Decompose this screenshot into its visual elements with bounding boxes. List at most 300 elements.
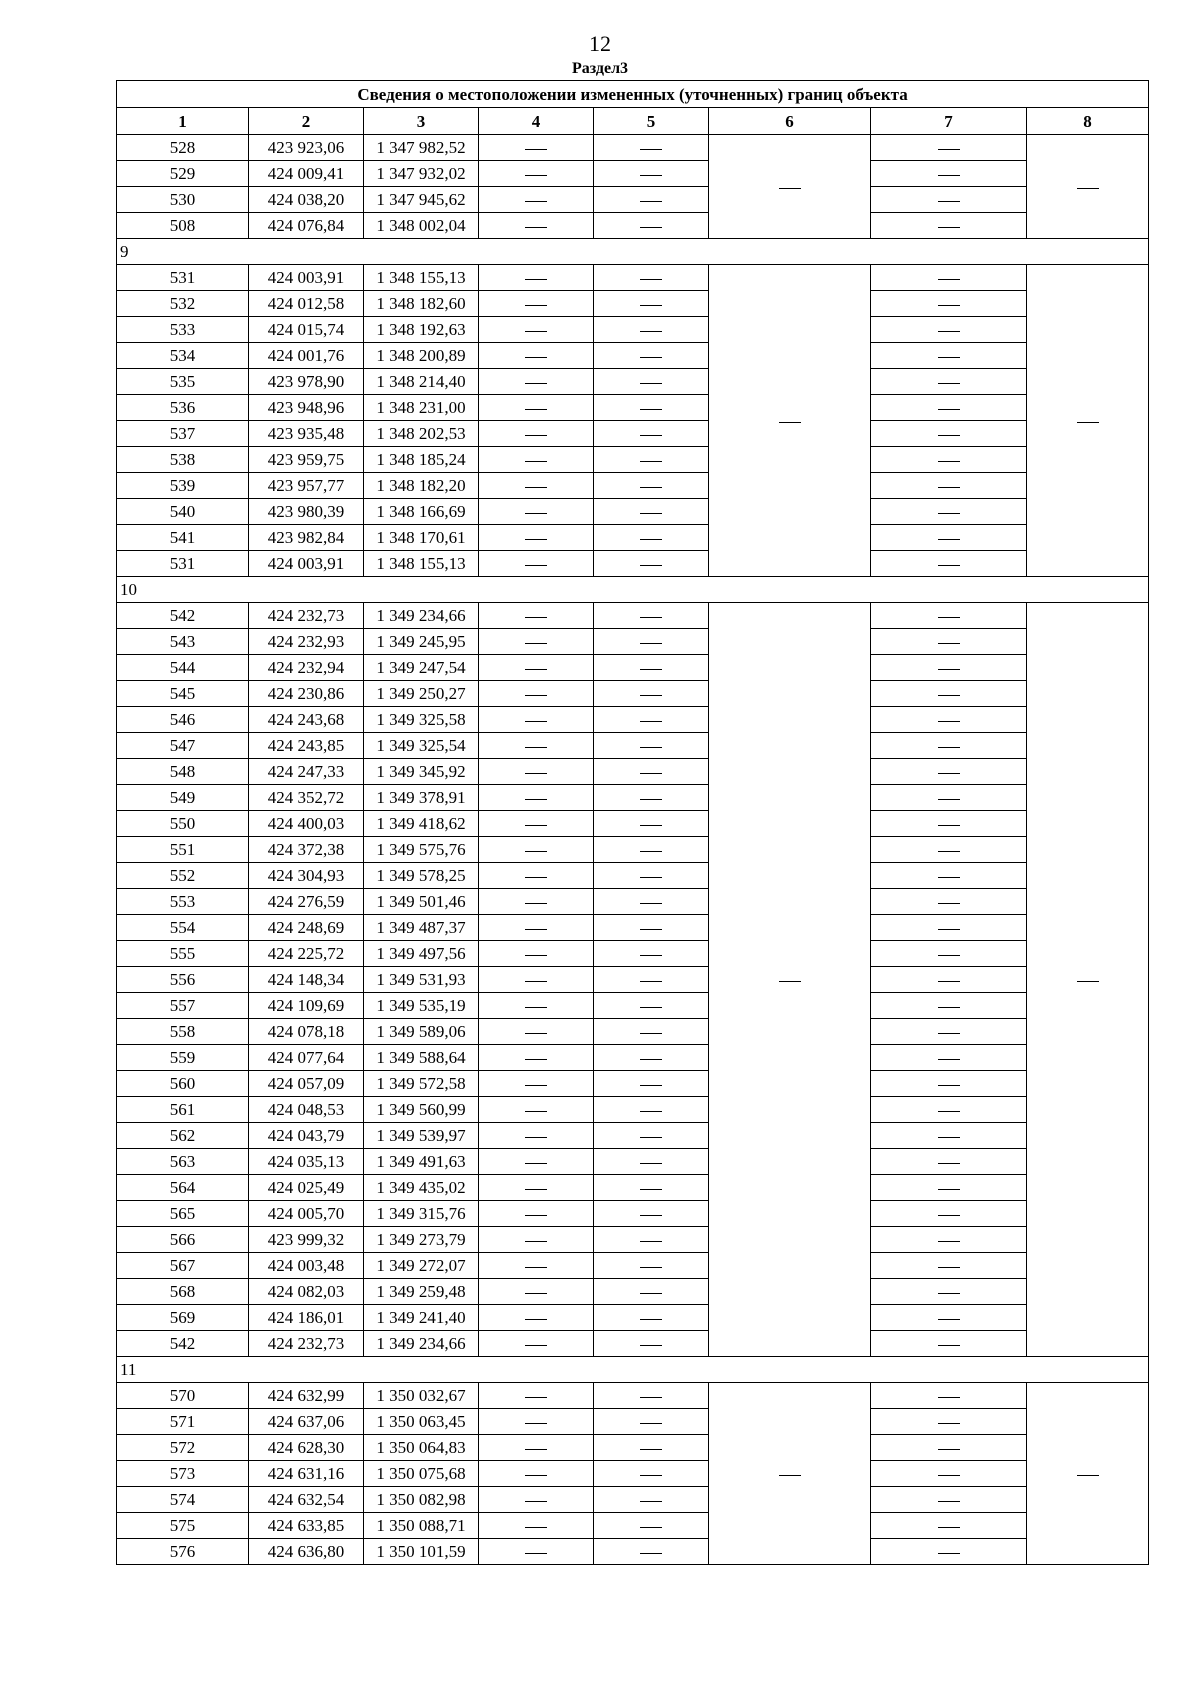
dash-mark bbox=[640, 175, 662, 176]
point-number-cell: 568 bbox=[117, 1279, 249, 1305]
empty-value-cell bbox=[709, 603, 871, 1357]
empty-value-cell bbox=[594, 499, 709, 525]
empty-value-cell bbox=[871, 1227, 1027, 1253]
table-row bbox=[117, 707, 1149, 733]
point-number-cell: 547 bbox=[117, 733, 249, 759]
empty-value-cell bbox=[871, 1201, 1027, 1227]
point-number-cell: 556 bbox=[117, 967, 249, 993]
dash-mark bbox=[938, 1137, 960, 1138]
y-coordinate-cell: 1 348 002,04 bbox=[364, 213, 479, 239]
empty-value-cell bbox=[479, 837, 594, 863]
point-number-cell: 552 bbox=[117, 863, 249, 889]
x-coordinate-cell: 424 247,33 bbox=[249, 759, 364, 785]
dash-mark bbox=[938, 1345, 960, 1346]
empty-value-cell bbox=[871, 551, 1027, 577]
point-number-cell: 558 bbox=[117, 1019, 249, 1045]
dash-mark bbox=[640, 669, 662, 670]
empty-value-cell bbox=[594, 915, 709, 941]
dash-mark bbox=[525, 617, 547, 618]
empty-value-cell bbox=[479, 889, 594, 915]
table-row bbox=[117, 681, 1149, 707]
dash-mark bbox=[640, 331, 662, 332]
empty-value-cell bbox=[594, 681, 709, 707]
table-row bbox=[117, 1097, 1149, 1123]
x-coordinate-cell: 423 948,96 bbox=[249, 395, 364, 421]
dash-mark bbox=[938, 227, 960, 228]
empty-value-cell bbox=[479, 1201, 594, 1227]
y-coordinate-cell: 1 348 200,89 bbox=[364, 343, 479, 369]
empty-value-cell bbox=[479, 863, 594, 889]
empty-value-cell bbox=[871, 915, 1027, 941]
empty-value-cell bbox=[871, 603, 1027, 629]
y-coordinate-cell: 1 349 259,48 bbox=[364, 1279, 479, 1305]
point-number-cell: 530 bbox=[117, 187, 249, 213]
point-number-cell: 564 bbox=[117, 1175, 249, 1201]
dash-mark bbox=[640, 1137, 662, 1138]
dash-mark bbox=[640, 1241, 662, 1242]
dash-mark bbox=[640, 877, 662, 878]
group-header-row bbox=[117, 577, 1149, 603]
point-number-cell: 555 bbox=[117, 941, 249, 967]
point-number-cell: 566 bbox=[117, 1227, 249, 1253]
column-header: 7 bbox=[871, 108, 1027, 135]
empty-value-cell bbox=[871, 1435, 1027, 1461]
empty-value-cell bbox=[871, 1331, 1027, 1357]
empty-value-cell bbox=[479, 707, 594, 733]
empty-value-cell bbox=[871, 1097, 1027, 1123]
group-header-row bbox=[117, 239, 1149, 265]
column-header: 1 bbox=[117, 108, 249, 135]
point-number-cell: 570 bbox=[117, 1383, 249, 1409]
dash-mark bbox=[640, 929, 662, 930]
point-number-cell: 553 bbox=[117, 889, 249, 915]
dash-mark bbox=[640, 1163, 662, 1164]
table-row bbox=[117, 941, 1149, 967]
dash-mark bbox=[640, 461, 662, 462]
empty-value-cell bbox=[594, 1227, 709, 1253]
dash-mark bbox=[640, 799, 662, 800]
empty-value-cell bbox=[594, 1305, 709, 1331]
dash-mark bbox=[525, 1501, 547, 1502]
table-body bbox=[117, 135, 1149, 1565]
dash-mark bbox=[938, 565, 960, 566]
dash-mark bbox=[640, 773, 662, 774]
empty-value-cell bbox=[479, 1097, 594, 1123]
empty-value-cell bbox=[479, 1435, 594, 1461]
dash-mark bbox=[525, 331, 547, 332]
empty-value-cell bbox=[1027, 603, 1149, 1357]
x-coordinate-cell: 424 636,80 bbox=[249, 1539, 364, 1565]
empty-value-cell bbox=[594, 317, 709, 343]
y-coordinate-cell: 1 348 192,63 bbox=[364, 317, 479, 343]
dash-mark bbox=[640, 851, 662, 852]
empty-value-cell bbox=[709, 1383, 871, 1565]
empty-value-cell bbox=[871, 135, 1027, 161]
table-row bbox=[117, 1175, 1149, 1201]
dash-mark bbox=[525, 1189, 547, 1190]
empty-value-cell bbox=[479, 161, 594, 187]
empty-value-cell bbox=[479, 1227, 594, 1253]
empty-value-cell bbox=[479, 785, 594, 811]
dash-mark bbox=[938, 851, 960, 852]
dash-mark bbox=[938, 513, 960, 514]
dash-mark bbox=[640, 1215, 662, 1216]
x-coordinate-cell: 424 057,09 bbox=[249, 1071, 364, 1097]
y-coordinate-cell: 1 348 185,24 bbox=[364, 447, 479, 473]
y-coordinate-cell: 1 348 182,60 bbox=[364, 291, 479, 317]
empty-value-cell bbox=[594, 1149, 709, 1175]
empty-value-cell bbox=[871, 395, 1027, 421]
dash-mark bbox=[640, 1085, 662, 1086]
empty-value-cell bbox=[594, 1097, 709, 1123]
section-label: Раздел3 bbox=[571, 60, 629, 77]
empty-value-cell bbox=[594, 135, 709, 161]
y-coordinate-cell: 1 349 250,27 bbox=[364, 681, 479, 707]
y-coordinate-cell: 1 349 588,64 bbox=[364, 1045, 479, 1071]
y-coordinate-cell: 1 348 170,61 bbox=[364, 525, 479, 551]
x-coordinate-cell: 424 012,58 bbox=[249, 291, 364, 317]
x-coordinate-cell: 424 082,03 bbox=[249, 1279, 364, 1305]
empty-value-cell bbox=[479, 1019, 594, 1045]
dash-mark bbox=[938, 773, 960, 774]
empty-value-cell bbox=[1027, 1383, 1149, 1565]
dash-mark bbox=[525, 773, 547, 774]
dash-mark bbox=[525, 851, 547, 852]
dash-mark bbox=[640, 539, 662, 540]
point-number-cell: 565 bbox=[117, 1201, 249, 1227]
dash-mark bbox=[938, 1163, 960, 1164]
x-coordinate-cell: 424 043,79 bbox=[249, 1123, 364, 1149]
dash-mark bbox=[525, 175, 547, 176]
x-coordinate-cell: 424 631,16 bbox=[249, 1461, 364, 1487]
table-row bbox=[117, 811, 1149, 837]
x-coordinate-cell: 424 225,72 bbox=[249, 941, 364, 967]
empty-value-cell bbox=[479, 317, 594, 343]
dash-mark bbox=[938, 669, 960, 670]
y-coordinate-cell: 1 348 182,20 bbox=[364, 473, 479, 499]
point-number-cell: 563 bbox=[117, 1149, 249, 1175]
x-coordinate-cell: 424 009,41 bbox=[249, 161, 364, 187]
x-coordinate-cell: 424 372,38 bbox=[249, 837, 364, 863]
empty-value-cell bbox=[479, 811, 594, 837]
point-number-cell: 576 bbox=[117, 1539, 249, 1565]
column-header: 6 bbox=[709, 108, 871, 135]
dash-mark bbox=[640, 487, 662, 488]
point-number-cell: 546 bbox=[117, 707, 249, 733]
y-coordinate-cell: 1 348 166,69 bbox=[364, 499, 479, 525]
empty-value-cell bbox=[871, 421, 1027, 447]
point-number-cell: 534 bbox=[117, 343, 249, 369]
point-number-cell: 531 bbox=[117, 265, 249, 291]
dash-mark bbox=[938, 279, 960, 280]
point-number-cell: 532 bbox=[117, 291, 249, 317]
dash-mark bbox=[640, 825, 662, 826]
table-row bbox=[117, 655, 1149, 681]
x-coordinate-cell: 423 935,48 bbox=[249, 421, 364, 447]
dash-mark bbox=[640, 617, 662, 618]
y-coordinate-cell: 1 349 501,46 bbox=[364, 889, 479, 915]
dash-mark bbox=[938, 929, 960, 930]
column-header: 2 bbox=[249, 108, 364, 135]
dash-mark bbox=[640, 149, 662, 150]
empty-value-cell bbox=[594, 1513, 709, 1539]
dash-mark bbox=[938, 1059, 960, 1060]
empty-value-cell bbox=[479, 1123, 594, 1149]
group-label: 11 bbox=[117, 1357, 1149, 1383]
empty-value-cell bbox=[871, 187, 1027, 213]
empty-value-cell bbox=[594, 1071, 709, 1097]
empty-value-cell bbox=[479, 187, 594, 213]
table-row bbox=[117, 499, 1149, 525]
y-coordinate-cell: 1 349 234,66 bbox=[364, 1331, 479, 1357]
dash-mark bbox=[938, 721, 960, 722]
empty-value-cell bbox=[594, 1279, 709, 1305]
empty-value-cell bbox=[479, 1253, 594, 1279]
empty-value-cell bbox=[871, 1487, 1027, 1513]
y-coordinate-cell: 1 349 273,79 bbox=[364, 1227, 479, 1253]
empty-value-cell bbox=[594, 1383, 709, 1409]
y-coordinate-cell: 1 348 155,13 bbox=[364, 265, 479, 291]
dash-mark bbox=[640, 279, 662, 280]
empty-value-cell bbox=[479, 447, 594, 473]
empty-value-cell bbox=[871, 1123, 1027, 1149]
x-coordinate-cell: 424 400,03 bbox=[249, 811, 364, 837]
x-coordinate-cell: 424 003,91 bbox=[249, 551, 364, 577]
empty-value-cell bbox=[871, 1539, 1027, 1565]
dash-mark bbox=[938, 409, 960, 410]
table-row bbox=[117, 135, 1149, 161]
dash-mark bbox=[525, 1137, 547, 1138]
x-coordinate-cell: 424 632,99 bbox=[249, 1383, 364, 1409]
x-coordinate-cell: 424 304,93 bbox=[249, 863, 364, 889]
empty-value-cell bbox=[871, 733, 1027, 759]
dash-mark bbox=[640, 1111, 662, 1112]
point-number-cell: 540 bbox=[117, 499, 249, 525]
point-number-cell: 575 bbox=[117, 1513, 249, 1539]
dash-mark bbox=[938, 331, 960, 332]
table-row bbox=[117, 1201, 1149, 1227]
dash-mark bbox=[938, 175, 960, 176]
point-number-cell: 574 bbox=[117, 1487, 249, 1513]
dash-mark bbox=[525, 357, 547, 358]
empty-value-cell bbox=[594, 1331, 709, 1357]
point-number-cell: 543 bbox=[117, 629, 249, 655]
column-header: 8 bbox=[1027, 108, 1149, 135]
empty-value-cell bbox=[479, 421, 594, 447]
x-coordinate-cell: 424 243,68 bbox=[249, 707, 364, 733]
dash-mark bbox=[640, 201, 662, 202]
x-coordinate-cell: 424 035,13 bbox=[249, 1149, 364, 1175]
dash-mark bbox=[938, 201, 960, 202]
dash-mark bbox=[938, 539, 960, 540]
x-coordinate-cell: 424 248,69 bbox=[249, 915, 364, 941]
point-number-cell: 508 bbox=[117, 213, 249, 239]
column-header: 4 bbox=[479, 108, 594, 135]
x-coordinate-cell: 424 628,30 bbox=[249, 1435, 364, 1461]
empty-value-cell bbox=[479, 1149, 594, 1175]
empty-value-cell bbox=[594, 1253, 709, 1279]
dash-mark bbox=[1077, 188, 1099, 189]
dash-mark bbox=[1077, 422, 1099, 423]
dash-mark bbox=[938, 981, 960, 982]
table-row bbox=[117, 421, 1149, 447]
dash-mark bbox=[640, 305, 662, 306]
x-coordinate-cell: 424 243,85 bbox=[249, 733, 364, 759]
empty-value-cell bbox=[594, 421, 709, 447]
dash-mark bbox=[938, 695, 960, 696]
y-coordinate-cell: 1 349 325,54 bbox=[364, 733, 479, 759]
empty-value-cell bbox=[594, 967, 709, 993]
dash-mark bbox=[779, 422, 801, 423]
table-row bbox=[117, 213, 1149, 239]
point-number-cell: 535 bbox=[117, 369, 249, 395]
x-coordinate-cell: 423 999,32 bbox=[249, 1227, 364, 1253]
dash-mark bbox=[525, 1033, 547, 1034]
dash-mark bbox=[640, 1319, 662, 1320]
table-row bbox=[117, 915, 1149, 941]
y-coordinate-cell: 1 349 491,63 bbox=[364, 1149, 479, 1175]
table-row bbox=[117, 1071, 1149, 1097]
empty-value-cell bbox=[479, 525, 594, 551]
table-row bbox=[117, 1461, 1149, 1487]
empty-value-cell bbox=[479, 395, 594, 421]
dash-mark bbox=[525, 227, 547, 228]
dash-mark bbox=[938, 1449, 960, 1450]
dash-mark bbox=[640, 1397, 662, 1398]
table-row bbox=[117, 629, 1149, 655]
dash-mark bbox=[525, 1423, 547, 1424]
y-coordinate-cell: 1 347 945,62 bbox=[364, 187, 479, 213]
dash-mark bbox=[938, 747, 960, 748]
empty-value-cell bbox=[871, 1305, 1027, 1331]
empty-value-cell bbox=[479, 993, 594, 1019]
table-row bbox=[117, 291, 1149, 317]
empty-value-cell bbox=[594, 265, 709, 291]
y-coordinate-cell: 1 349 234,66 bbox=[364, 603, 479, 629]
dash-mark bbox=[525, 1241, 547, 1242]
empty-value-cell bbox=[709, 265, 871, 577]
y-coordinate-cell: 1 349 531,93 bbox=[364, 967, 479, 993]
x-coordinate-cell: 423 982,84 bbox=[249, 525, 364, 551]
empty-value-cell bbox=[871, 889, 1027, 915]
table-row bbox=[117, 733, 1149, 759]
point-number-cell: 549 bbox=[117, 785, 249, 811]
x-coordinate-cell: 424 276,59 bbox=[249, 889, 364, 915]
dash-mark bbox=[938, 383, 960, 384]
point-number-cell: 541 bbox=[117, 525, 249, 551]
dash-mark bbox=[640, 409, 662, 410]
empty-value-cell bbox=[594, 525, 709, 551]
dash-mark bbox=[525, 1345, 547, 1346]
dash-mark bbox=[938, 1267, 960, 1268]
table-row bbox=[117, 837, 1149, 863]
x-coordinate-cell: 424 038,20 bbox=[249, 187, 364, 213]
dash-mark bbox=[938, 877, 960, 878]
empty-value-cell bbox=[594, 993, 709, 1019]
table-row bbox=[117, 1383, 1149, 1409]
point-number-cell: 529 bbox=[117, 161, 249, 187]
column-header: 3 bbox=[364, 108, 479, 135]
group-label: 10 bbox=[117, 577, 1149, 603]
table-row bbox=[117, 1435, 1149, 1461]
point-number-cell: 550 bbox=[117, 811, 249, 837]
dash-mark bbox=[525, 695, 547, 696]
point-number-cell: 537 bbox=[117, 421, 249, 447]
empty-value-cell bbox=[594, 161, 709, 187]
dash-mark bbox=[525, 903, 547, 904]
empty-value-cell bbox=[479, 265, 594, 291]
empty-value-cell bbox=[479, 1383, 594, 1409]
x-coordinate-cell: 424 005,70 bbox=[249, 1201, 364, 1227]
empty-value-cell bbox=[871, 863, 1027, 889]
dash-mark bbox=[525, 1267, 547, 1268]
table-row bbox=[117, 395, 1149, 421]
empty-value-cell bbox=[479, 967, 594, 993]
y-coordinate-cell: 1 350 063,45 bbox=[364, 1409, 479, 1435]
table-row bbox=[117, 265, 1149, 291]
table-row bbox=[117, 759, 1149, 785]
x-coordinate-cell: 423 959,75 bbox=[249, 447, 364, 473]
empty-value-cell bbox=[594, 1435, 709, 1461]
dash-mark bbox=[640, 643, 662, 644]
empty-value-cell bbox=[479, 1279, 594, 1305]
empty-value-cell bbox=[479, 291, 594, 317]
empty-value-cell bbox=[479, 473, 594, 499]
empty-value-cell bbox=[594, 707, 709, 733]
point-number-cell: 569 bbox=[117, 1305, 249, 1331]
y-coordinate-cell: 1 347 982,52 bbox=[364, 135, 479, 161]
dash-mark bbox=[779, 981, 801, 982]
table-row bbox=[117, 1487, 1149, 1513]
empty-value-cell bbox=[594, 811, 709, 837]
empty-value-cell bbox=[871, 1409, 1027, 1435]
empty-value-cell bbox=[871, 291, 1027, 317]
dash-mark bbox=[525, 565, 547, 566]
empty-value-cell bbox=[871, 1175, 1027, 1201]
empty-value-cell bbox=[479, 369, 594, 395]
empty-value-cell bbox=[594, 1409, 709, 1435]
dash-mark bbox=[525, 721, 547, 722]
table-row bbox=[117, 317, 1149, 343]
empty-value-cell bbox=[479, 1487, 594, 1513]
empty-value-cell bbox=[594, 941, 709, 967]
empty-value-cell bbox=[871, 941, 1027, 967]
empty-value-cell bbox=[479, 655, 594, 681]
dash-mark bbox=[525, 799, 547, 800]
y-coordinate-cell: 1 350 101,59 bbox=[364, 1539, 479, 1565]
column-header: 5 bbox=[594, 108, 709, 135]
dash-mark bbox=[640, 981, 662, 982]
dash-mark bbox=[1077, 1475, 1099, 1476]
x-coordinate-cell: 424 232,73 bbox=[249, 1331, 364, 1357]
x-coordinate-cell: 423 923,06 bbox=[249, 135, 364, 161]
y-coordinate-cell: 1 350 088,71 bbox=[364, 1513, 479, 1539]
x-coordinate-cell: 424 077,64 bbox=[249, 1045, 364, 1071]
empty-value-cell bbox=[479, 135, 594, 161]
dash-mark bbox=[640, 1345, 662, 1346]
empty-value-cell bbox=[594, 733, 709, 759]
y-coordinate-cell: 1 349 487,37 bbox=[364, 915, 479, 941]
table-row bbox=[117, 1513, 1149, 1539]
empty-value-cell bbox=[1027, 265, 1149, 577]
dash-mark bbox=[525, 643, 547, 644]
empty-value-cell bbox=[594, 1201, 709, 1227]
empty-value-cell bbox=[871, 759, 1027, 785]
dash-mark bbox=[1077, 981, 1099, 982]
point-number-cell: 559 bbox=[117, 1045, 249, 1071]
table-title: Сведения о местоположении измененных (уточненных) границ объекта bbox=[117, 81, 1149, 108]
table-row bbox=[117, 889, 1149, 915]
